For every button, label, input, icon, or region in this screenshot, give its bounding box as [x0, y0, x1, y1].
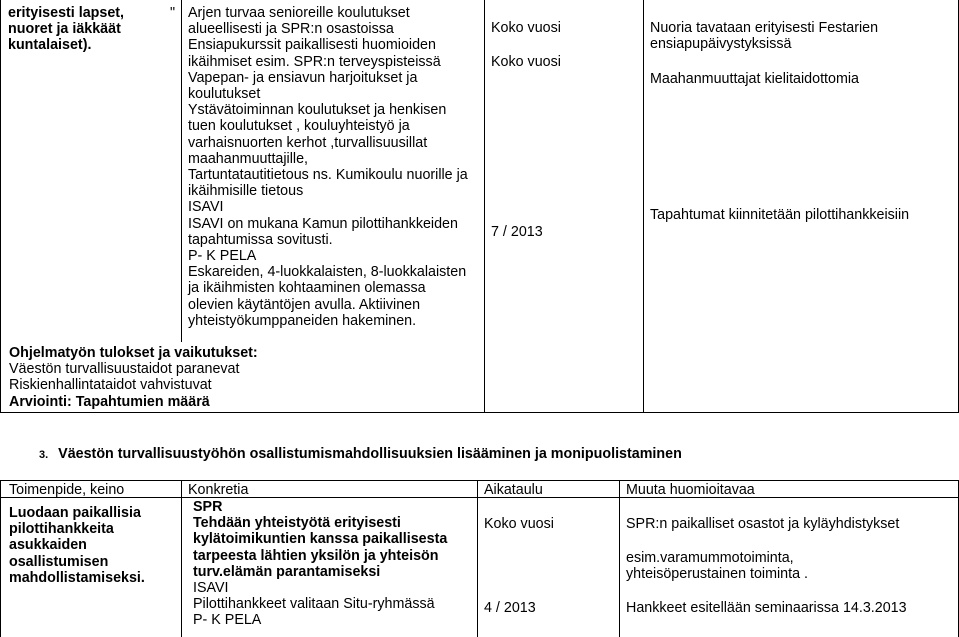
actions-line: varhaisnuorten kerhot ,turvallisuusillat — [188, 134, 428, 151]
target-group-line: kuntalaiset). — [8, 37, 92, 54]
note-3: Hankkeet esitellään seminaarissa 14.3.2013 — [626, 600, 907, 616]
spr-line: kylätoimikuntien kanssa paikallisesta — [193, 531, 448, 548]
concrete-cell — [193, 499, 447, 629]
note-2-line: yhteisöperustainen toiminta . — [626, 566, 808, 583]
target-group-line: nuoret ja iäkkäät — [8, 21, 121, 38]
pkpela-line: olevien käytäntöjen avulla. Aktiivinen — [188, 296, 421, 313]
pkpela-label: P- K PELA — [188, 248, 257, 265]
spr-line: turv.elämän parantamiseksi — [193, 563, 381, 580]
bottom-table-divider-2 — [477, 480, 478, 637]
pkpela-line: yhteistyökumppaneiden hakeminen. — [188, 312, 417, 329]
notes-item-3: Tapahtumat kiinnitetään pilottihankkeisiin — [650, 207, 910, 223]
actions-line: maahanmuuttajille, — [188, 150, 309, 167]
actions-line: tuen koulutukset , kouluyhteistyö ja — [188, 118, 410, 135]
top-table-bottom-border — [0, 412, 958, 413]
actions-line: Ystävätoiminnan koulutukset ja henkisen — [188, 102, 447, 119]
spr-label: SPR — [193, 499, 223, 515]
header-concrete: Konkretia — [188, 482, 249, 498]
pkpela-line: ja ikäihmisten kohtaaminen olemassa — [188, 280, 426, 297]
actions-line: ikäihmisille tietous — [188, 183, 304, 200]
isavi-text: Pilottihankkeet valitaan Situ-ryhmässä — [193, 596, 435, 613]
note-2 — [626, 550, 808, 582]
spr-line: tarpeesta lähtien yksilön ja yhteisön — [193, 547, 439, 564]
top-table-left-border — [0, 0, 1, 413]
notes-line: ensiapupäivystyksissä — [650, 36, 792, 53]
section-heading — [39, 446, 682, 463]
target-group-line: erityisesti lapset, — [8, 5, 125, 21]
top-table-divider-1 — [181, 0, 182, 342]
bottom-table-header-border — [0, 497, 959, 498]
pkpela-line: Eskareiden, 4-luokkalaisten, 8-luokkalaisten — [188, 264, 467, 281]
header-notes: Muuta huomioitavaa — [626, 482, 755, 498]
action-line: Luodaan paikallisia — [9, 505, 141, 521]
isavi-label: ISAVI — [193, 580, 229, 597]
bottom-table-left-border — [0, 480, 1, 637]
action-line: pilottihankkeita — [9, 521, 114, 538]
target-group-cell — [8, 5, 124, 54]
isavi-line: tapahtumissa sovitusti. — [188, 231, 333, 248]
bottom-table-divider-1 — [181, 480, 182, 637]
results-heading: Ohjelmatyön tulokset ja vaikutukset: — [9, 345, 258, 361]
schedule-cell-2: 4 / 2013 — [484, 600, 536, 616]
actions-line: alueellisesti ja SPR:n osastoissa — [188, 21, 394, 38]
notes-cell — [650, 20, 878, 52]
action-line: asukkaiden — [9, 537, 87, 554]
schedule-cell-1: Koko vuosi — [484, 516, 554, 532]
notes-item-2: Maahanmuuttajat kielitaidottomia — [650, 71, 860, 87]
action-cell — [9, 505, 145, 586]
bottom-table-top-border — [0, 480, 959, 481]
pkpela-label: P- K PELA — [193, 612, 262, 629]
header-schedule: Aikataulu — [484, 482, 543, 498]
actions-line: Tartuntatautitietous ns. Kumikoulu nuorille ja — [188, 167, 468, 184]
action-line: mahdollistamiseksi. — [9, 569, 145, 586]
actions-cell — [188, 5, 468, 329]
section-title: Väestön turvallisuustyöhön osallistumismahdollisuuksien lisääminen ja monipuolistaminen — [58, 446, 682, 462]
quote-mark: " — [170, 5, 176, 21]
actions-line: koulutukset — [188, 86, 261, 103]
isavi-line: ISAVI on mukana Kamun pilottihankkeiden — [188, 215, 458, 232]
note-1: SPR:n paikalliset osastot ja kyläyhdistykset — [626, 516, 900, 532]
actions-line: ikäihmiset esim. SPR:n terveyspisteissä — [188, 53, 441, 70]
action-line: osallistumisen — [9, 553, 109, 570]
spr-line: Tehdään yhteistyötä erityisesti — [193, 515, 401, 532]
actions-line: Arjen turvaa senioreille koulutukset — [188, 5, 410, 21]
results-line: Riskienhallintataidot vahvistuvat — [9, 377, 212, 394]
actions-line: Vapepan- ja ensiavun harjoitukset ja — [188, 69, 418, 86]
header-action: Toimenpide, keino — [9, 482, 125, 498]
bottom-table-divider-3 — [619, 480, 620, 637]
actions-line: Ensiapukurssit paikallisesti huomioiden — [188, 37, 436, 54]
schedule-3: 7 / 2013 — [491, 224, 543, 240]
results-line: Väestön turvallisuustaidot paranevat — [9, 361, 240, 378]
top-table-divider-3 — [643, 0, 644, 413]
note-2-line: esim.varamummotoiminta, — [626, 550, 794, 566]
isavi-label: ISAVI — [188, 199, 224, 216]
schedule-2: Koko vuosi — [491, 54, 561, 70]
top-table-divider-2 — [484, 0, 485, 413]
evaluation-text: Arviointi: Tapahtumien määrä — [9, 393, 210, 410]
section-number: 3. — [39, 449, 49, 461]
notes-line: Nuoria tavataan erityisesti Festarien — [650, 20, 879, 36]
schedule-1: Koko vuosi — [491, 20, 561, 36]
results-block — [9, 345, 258, 410]
